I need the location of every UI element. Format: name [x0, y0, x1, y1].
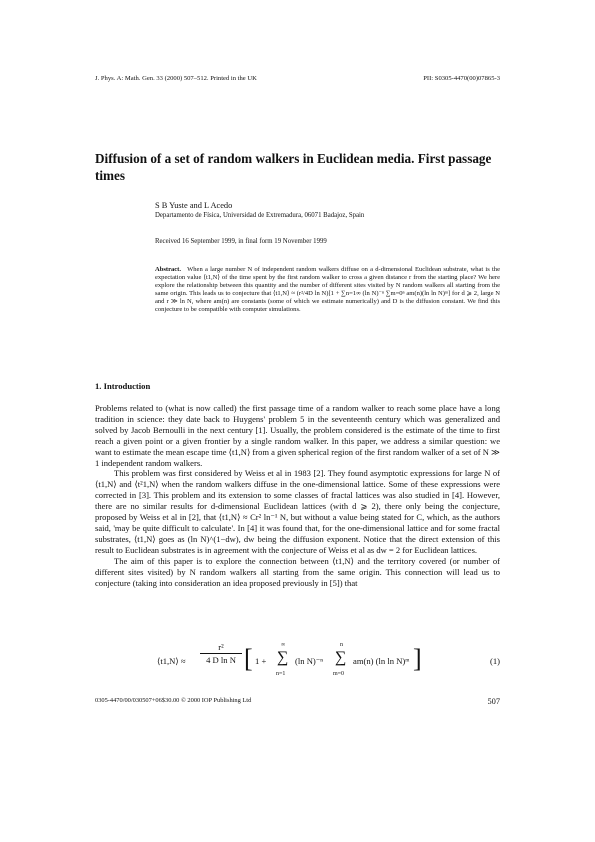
equation-term2: am(n) (ln ln N)ᵐ — [353, 656, 410, 666]
abstract-text: When a large number N of independent random walkers diffuse on a d-dimensional Euclidean substrate, what is the expectation value ⟨t1,N⟩ of the time spent by the first random walker to cross a given distance r from the starting place? We here explore the relationship between this quantity and the number of different sites visited by N random walkers all starting from the same origin. This leads us to conjecture that ⟨t1,N⟩ ≈ (r²/4D ln N)[1 + ∑n=1∞ (ln N)⁻ⁿ ∑m=0ⁿ am(n)(ln ln N)ᵐ] for d ⩾ 2, large N and r ≫ ln N, where am(n) are constants (some of which we estimate numerically) and D is the diffusion constant. We find this conjecture to be compatible with computer simulations. — [155, 266, 500, 314]
sum1-upper: ∞ — [281, 642, 286, 648]
pii-header: PII: S0305-4470(00)07865-3 — [423, 75, 500, 82]
equation-number: (1) — [489, 656, 500, 666]
sum2-lower: m=0 — [333, 671, 345, 677]
fraction-numerator: r² — [200, 642, 242, 654]
body-text — [95, 403, 500, 588]
paper-title: Diffusion of a set of random walkers in Euclidean media. First passage times — [95, 151, 492, 183]
page-number: 507 — [487, 697, 500, 706]
equation-lhs: ⟨t1,N⟩ ≈ — [157, 656, 186, 666]
copyright-footer: 0305-4470/00/030507+06$30.00 © 2000 IOP Publishing Ltd — [95, 697, 252, 704]
sum2-sigma: ∑ — [335, 649, 347, 666]
authors: S B Yuste and L Acedo — [155, 201, 233, 210]
abstract-label: Abstract. — [155, 266, 181, 273]
left-bracket: [ — [244, 644, 253, 673]
equation-term1: (ln N)⁻ⁿ — [295, 656, 324, 666]
journal-header: J. Phys. A: Math. Gen. 33 (2000) 507–512. Printed in the UK — [95, 75, 257, 82]
paragraph: This problem was first considered by Weiss et al in 1983 [2]. They found asymptotic expressions for large N of ⟨t1,N⟩ and ⟨t²1,N⟩ when the random walkers diffuse in the one-dimensional lattice. Some of these expressions were corrected in [3]. This problem and its extension to some classes of fractal lattices was also studied in [4]. However, there are no similar results for d-dimensional Euclidean lattices (with d ⩾ 2), there only being the conjecture, proposed by Weiss et al in [2], that ⟨t1,N⟩ ≈ Cr² ln⁻¹ N, but without a value being stated for C, which, as the authors said, 'may be quite difficult to calculate'. In [4] it was found that, for the one-dimensional lattice and for some fractal substrates, ⟨t1,N⟩ goes as (ln N)^(1−dw), dw being the diffusion exponent. Notice that the direct extension of this result to Euclidean substrates is in agreement with the conjecture of Weiss et al as dw = 2 for Euclidean lattices. — [95, 468, 500, 555]
abstract — [155, 266, 500, 314]
paragraph: Problems related to (what is now called) the first passage time of a random walker to reach some place have a long tradition in science: they date back to Huygens' problem 5 in the seventeenth century which was generalized and solved by Jacob Bernoulli in the next century [1]. Usually, the problem considered is the estimate of the time to first reach a given point or a given frontier by a single random walker. In this paper, we address a similar question: we want to estimate the mean escape time ⟨t1,N⟩ from a given spherical region of the first random walker of a set of N ≫ 1 independent random walkers. — [95, 403, 500, 468]
paragraph: The aim of this paper is to explore the connection between ⟨t1,N⟩ and the territory covered (or number of different sites visited) by N random walkers all starting from the same origin. This connection will lead us to conjecture (taking into consideration an idea proposed previously in [5]) that — [95, 555, 500, 588]
equation-fraction — [200, 642, 242, 665]
sum2-upper: n — [340, 642, 343, 648]
affiliation: Departamento de Física, Universidad de Extremadura, 06071 Badajoz, Spain — [155, 212, 365, 219]
sum1-sigma: ∑ — [277, 649, 289, 666]
sum1-lower: n=1 — [276, 671, 286, 677]
section-title: 1. Introduction — [95, 381, 151, 391]
equation-one-plus: 1 + — [255, 656, 267, 666]
received-date: Received 16 September 1999, in final form 19 November 1999 — [155, 238, 327, 245]
equation-1 — [95, 638, 500, 686]
right-bracket: ] — [413, 644, 422, 673]
fraction-denominator: 4 D ln N — [206, 655, 236, 665]
